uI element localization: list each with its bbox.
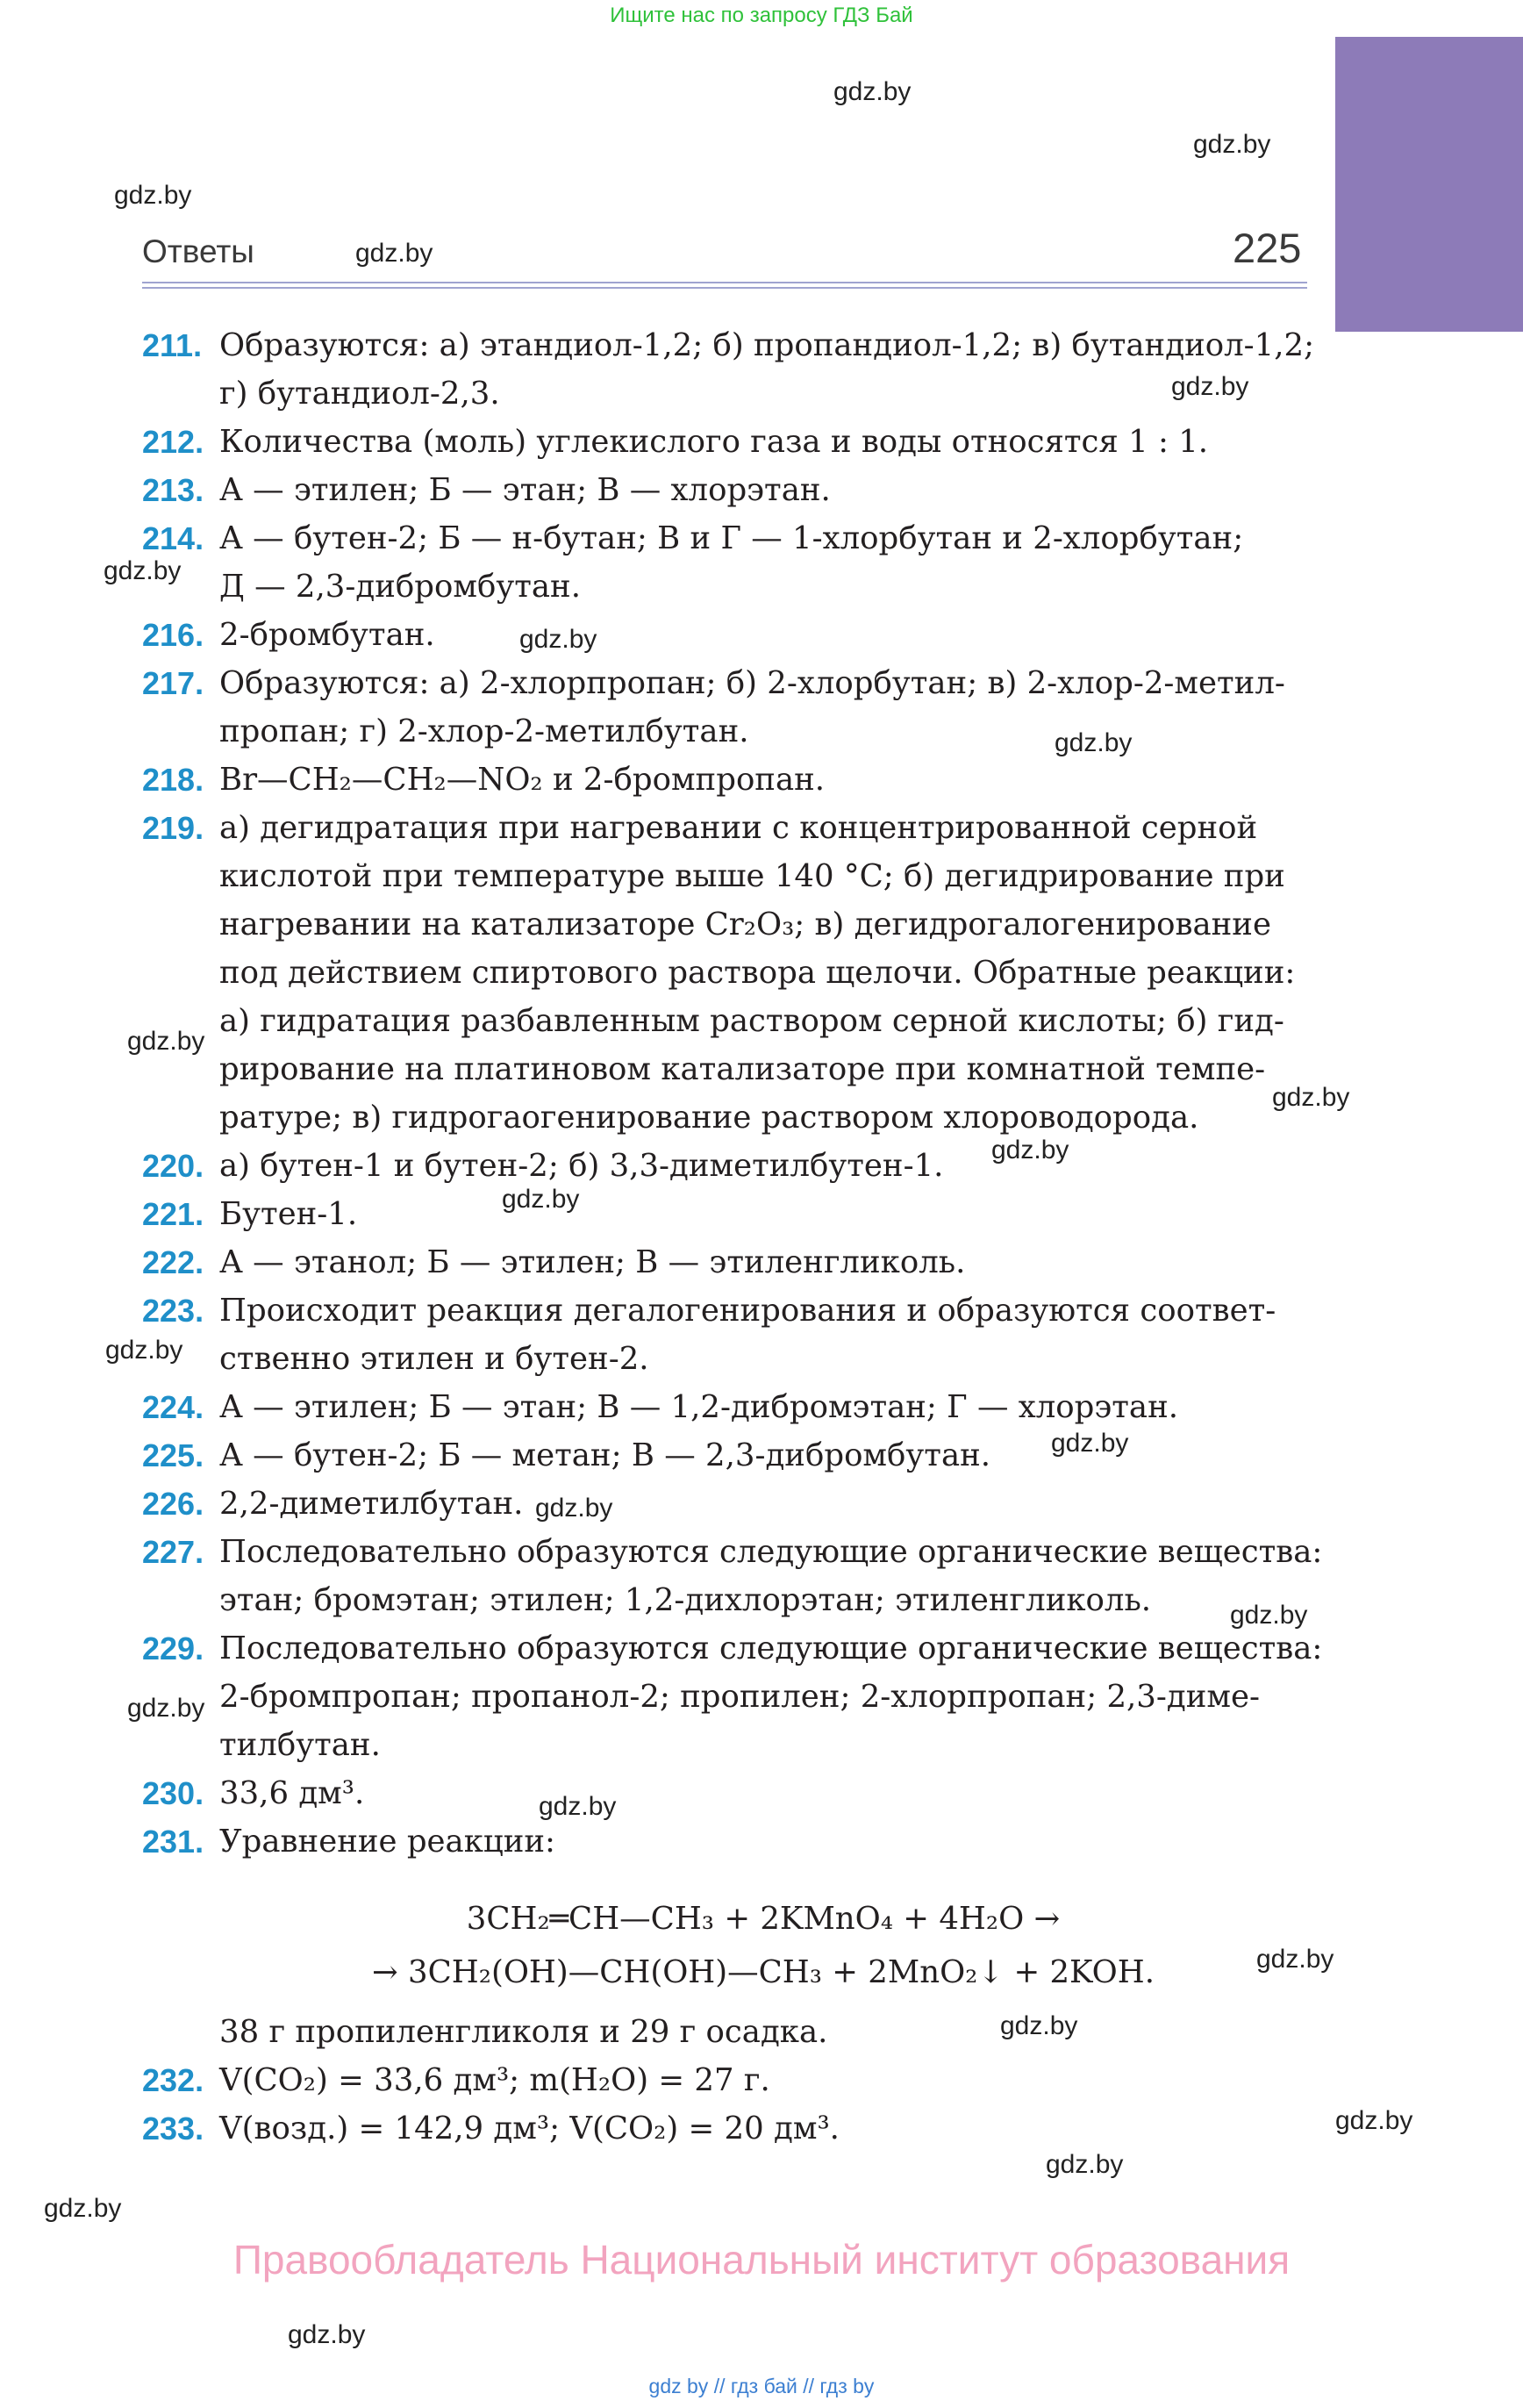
watermark: gdz.by: [104, 556, 182, 585]
answer-number: 223.: [142, 1293, 204, 1329]
answer-number: 220.: [142, 1148, 204, 1184]
answer-number: 218.: [142, 762, 204, 798]
answer-line: А — этилен; Б — этан; В — хлорэтан.: [219, 472, 831, 508]
answer-line: а) бутен-1 и бутен-2; б) 3,3-диметилбутен-1.: [219, 1148, 944, 1184]
answer-217: [142, 659, 1307, 756]
watermark: gdz.by: [539, 1792, 617, 1821]
page-header-title: Ответы: [142, 233, 254, 269]
watermark: gdz.by: [519, 625, 597, 654]
answer-number: 233.: [142, 2111, 204, 2146]
answer-number: 230.: [142, 1775, 204, 1811]
watermark: gdz.by: [1051, 1429, 1129, 1458]
answer-line: ратуре; в) гидрогаогенирование раствором хлороводорода.: [219, 1100, 1199, 1136]
watermark: gdz.by: [1000, 2011, 1078, 2040]
answer-line: 33,6 дм³.: [219, 1775, 365, 1811]
watermark: gdz.by: [127, 1694, 205, 1723]
answer-number: 211.: [142, 327, 203, 363]
watermark: gdz.by: [991, 1136, 1069, 1165]
watermark: gdz.by: [1046, 2150, 1124, 2179]
reaction-equation-line-1: 3CH₂═CH—CH₃ + 2KMnO₄ + 4H₂O →: [466, 1901, 1061, 1937]
answer-line: тилбутан.: [219, 1727, 381, 1763]
answer-number: 225.: [142, 1437, 204, 1473]
answer-number: 232.: [142, 2062, 204, 2098]
answer-233: [142, 2104, 1307, 2153]
answer-223: [142, 1286, 1307, 1383]
answer-number: 217.: [142, 665, 204, 701]
answer-line: Количества (моль) углекислого газа и воды относятся 1 : 1.: [219, 424, 1209, 460]
watermark: gdz.by: [1335, 2106, 1413, 2135]
answer-line: А — этанол; Б — этилен; В — этиленгликоль.: [219, 1244, 966, 1280]
answer-227: [142, 1528, 1323, 1624]
answer-line: этан; бромэтан; этилен; 1,2-дихлорэтан; этиленгликоль.: [219, 1582, 1152, 1618]
answer-number: 221.: [142, 1196, 204, 1232]
top-search-link[interactable]: Ищите нас по запросу ГДЗ Бай: [610, 4, 913, 27]
answer-line: А — бутен-2; Б — метан; В — 2,3-дибромбутан.: [219, 1437, 991, 1473]
answer-number: 227.: [142, 1534, 204, 1570]
answer-line: г) бутандиол-2,3.: [219, 376, 500, 412]
answer-line: Уравнение реакции:: [219, 1824, 556, 1860]
answer-222: [142, 1238, 1307, 1286]
answer-number: 229.: [142, 1630, 204, 1666]
answer-line: Последовательно образуются следующие органические вещества:: [219, 1534, 1323, 1570]
answer-212: [142, 418, 1307, 466]
answer-218: [142, 756, 1307, 804]
answer-line: нагревании на катализаторе Cr₂O₃; в) дегидрогалогенирование: [219, 907, 1271, 942]
watermark: gdz.by: [1256, 1945, 1334, 1974]
answer-line: Образуются: а) 2-хлорпропан; б) 2-хлорбутан; в) 2-хлор-2-метил-: [219, 665, 1285, 701]
answer-line: пропан; г) 2-хлор-2-метилбутан.: [219, 713, 749, 749]
answer-number: 216.: [142, 617, 204, 653]
footer-links[interactable]: gdz by // гдз бай // гдз by: [648, 2375, 875, 2397]
answer-225: [142, 1431, 1307, 1480]
answer-number: 226.: [142, 1486, 204, 1522]
answer-line: V(CO₂) = 33,6 дм³; m(H₂O) = 27 г.: [219, 2062, 770, 2098]
answer-line: а) гидратация разбавленным раствором серной кислоты; б) гид-: [219, 1003, 1284, 1039]
answer-220: [142, 1142, 1307, 1190]
watermark: gdz.by: [833, 77, 912, 106]
watermark: gdz.by: [1055, 728, 1133, 757]
answer-number: 214.: [142, 520, 204, 556]
watermark: gdz.by: [288, 2320, 366, 2349]
watermark: gdz.by: [114, 181, 192, 210]
answer-231: [142, 1817, 1307, 1866]
answer-number: 224.: [142, 1389, 204, 1425]
answer-line: Д — 2,3-дибромбутан.: [219, 569, 581, 605]
answer-line: а) дегидратация при нагревании с концентрированной серной: [219, 810, 1258, 846]
answer-211: [142, 321, 1315, 418]
copyright-notice: Правообладатель Национальный институт образования: [232, 2237, 1291, 2283]
answer-232: [142, 2056, 1307, 2104]
answer-224: [142, 1383, 1307, 1431]
answer-line: 2,2-диметилбутан.: [219, 1486, 524, 1522]
answer-213: [142, 466, 1307, 514]
watermark: gdz.by: [502, 1185, 580, 1214]
answer-line: Происходит реакция дегалогенирования и образуются соответ-: [219, 1293, 1276, 1329]
answer-line: V(возд.) = 142,9 дм³; V(CO₂) = 20 дм³.: [219, 2111, 840, 2146]
answer-line: кислотой при температуре выше 140 °С; б) дегидрирование при: [219, 858, 1285, 894]
watermark: gdz.by: [1230, 1601, 1308, 1630]
answer-line: 2-бромпропан; пропанол-2; пропилен; 2-хлорпропан; 2,3-диме-: [219, 1679, 1261, 1715]
answer-number: 222.: [142, 1244, 204, 1280]
answer-number: 219.: [142, 810, 204, 846]
answer-230: [142, 1769, 1307, 1817]
answer-line: ственно этилен и бутен-2.: [219, 1341, 649, 1377]
watermark: gdz.by: [1272, 1083, 1350, 1112]
header-rule: [142, 282, 1307, 283]
watermark: gdz.by: [105, 1336, 183, 1365]
answer-216: [142, 611, 1307, 659]
answer-number: 231.: [142, 1824, 204, 1860]
watermark: gdz.by: [1193, 130, 1271, 159]
answer-226: [142, 1480, 1307, 1528]
chapter-tab: [1335, 37, 1523, 332]
answer-219: [142, 804, 1307, 1142]
answer-line: А — бутен-2; Б — н-бутан; В и Г — 1-хлорбутан и 2-хлорбутан;: [219, 520, 1244, 556]
page-number: 225: [1233, 225, 1302, 271]
answer-number: 212.: [142, 424, 204, 460]
header-rule: [142, 287, 1307, 289]
answer-line: Бутен-1.: [219, 1196, 358, 1232]
watermark: gdz.by: [355, 239, 433, 268]
answer-line: под действием спиртового раствора щелочи. Обратные реакции:: [219, 955, 1296, 991]
answer-231-result: 38 г пропиленгликоля и 29 г осадка.: [219, 2014, 828, 2050]
answer-line: Образуются: а) этандиол-1,2; б) пропандиол-1,2; в) бутандиол-1,2;: [219, 327, 1315, 363]
answer-214: [142, 514, 1307, 611]
answer-229: [142, 1624, 1323, 1769]
answer-line: Последовательно образуются следующие органические вещества:: [219, 1630, 1323, 1666]
watermark: gdz.by: [535, 1494, 613, 1523]
watermark: gdz.by: [1171, 372, 1249, 401]
reaction-equation-line-2: → 3CH₂(OH)—CH(OH)—CH₃ + 2MnO₂↓ + 2KOH.: [372, 1954, 1155, 1990]
watermark: gdz.by: [127, 1027, 205, 1056]
answer-number: 213.: [142, 472, 204, 508]
answer-line: Br—CH₂—CH₂—NO₂ и 2-бромпропан.: [219, 762, 826, 798]
watermark: gdz.by: [44, 2194, 122, 2223]
answer-221: [142, 1190, 1307, 1238]
answer-line: А — этилен; Б — этан; В — 1,2-дибромэтан; Г — хлорэтан.: [219, 1389, 1179, 1425]
answer-line: рирование на платиновом катализаторе при комнатной темпе-: [219, 1051, 1266, 1087]
answer-line: 2-бромбутан.: [219, 617, 435, 653]
